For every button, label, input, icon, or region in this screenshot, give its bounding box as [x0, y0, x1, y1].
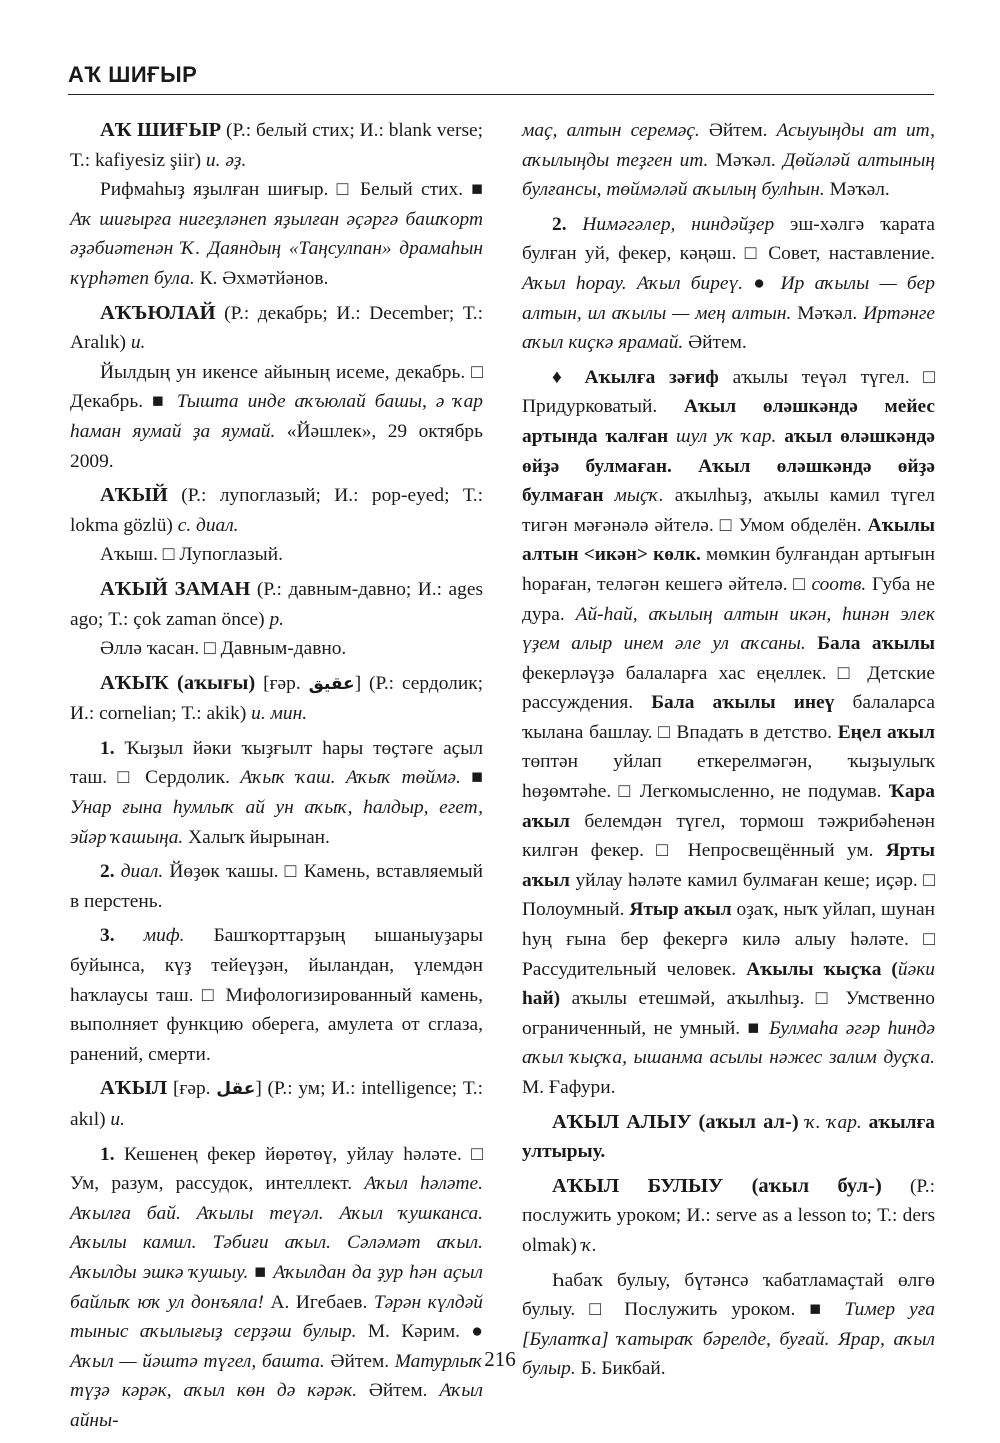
- definition: Рифмаһыҙ яҙылған шиғыр. □ Белый стих. ■: [100, 179, 483, 201]
- phrase: һай): [522, 988, 561, 1010]
- phrases: [522, 363, 935, 1103]
- proverb: Иртәнге аҡыл киҫкә ярамай.: [522, 302, 935, 354]
- arabic-word: عقل: [216, 1079, 256, 1100]
- example: Тышта инде аҡъюлай башы, ә ҡар һаман яумай ҙа яумай.: [70, 391, 483, 442]
- sense-number: 1.: [100, 737, 115, 759]
- sense: [522, 210, 935, 358]
- source: М. Кәрим.: [367, 1321, 460, 1343]
- definition: балаларса ҡылана башлау. □ Впадать в детство.: [522, 692, 935, 743]
- continuation: [522, 116, 935, 205]
- entry-akyl: [70, 1074, 483, 1134]
- translations: (Р.: послужить уроком; И.: serve as a lesson to; Т.: ders olmak): [522, 1175, 935, 1256]
- grammar-label: и.: [110, 1109, 125, 1130]
- phrase: Аҡыл өләшкәндә өйҙә булмаған: [522, 455, 935, 507]
- grammar-label: ҡ.: [581, 1234, 597, 1256]
- definition: эш-хәлгә ҡарата булған уй, фекер, кәңәш. □ Совет, наставление.: [522, 213, 935, 265]
- proverb: маҫ, алтын серемәҫ.: [522, 120, 700, 141]
- grammar-label: диал.: [120, 861, 164, 883]
- headword: АҠЫЙ ЗАМАН: [100, 577, 251, 600]
- grammar-label: с. диал.: [177, 514, 239, 536]
- grammar-label: ҡ. ҡар.: [805, 1111, 862, 1133]
- source: Әйтем.: [330, 1350, 390, 1372]
- proverb: Ир аҡылы — бер алтын, ил аҡылы — мең алтын.: [522, 272, 935, 324]
- headword: АҠЫҠ (аҡығы): [100, 671, 256, 694]
- source: Мәҡәл.: [797, 302, 858, 324]
- phrase: Еңел аҡыл: [837, 721, 935, 743]
- source: Халыҡ йырынан.: [188, 826, 330, 848]
- entry-akyl-alyu: [522, 1108, 935, 1167]
- header-rule: [68, 94, 934, 95]
- definition: Кешенең фекер йөрөтөү, уйлау һәләте. □ Ум, разум, рассудок, интеллект.: [70, 1143, 483, 1195]
- cross-reference: аҡылға ултырыу.: [522, 1111, 936, 1163]
- cross-reference: шул уҡ ҡар.: [676, 425, 777, 447]
- grammar-label: и. әҙ.: [205, 149, 247, 171]
- phrase: Аҡыл өләшкәндә мейес артында ҡалған: [522, 396, 935, 447]
- example: Тимер уға [Булатҡа] ҡатыраҡ бәрелде, буғай. Ярар, аҡыл булыр.: [522, 1299, 935, 1380]
- grammar-label: йәки: [897, 958, 935, 980]
- proverb: Аҡыл — йәштә түгел, башта.: [70, 1350, 325, 1372]
- source: «Йәшлек», 29 октябрь 2009.: [70, 420, 483, 472]
- bullet-marker-icon: ●: [471, 1321, 483, 1343]
- definition: Аҡыш. □ Лупоглазый.: [100, 544, 283, 566]
- diamond-marker-icon: ♦: [552, 366, 571, 388]
- definition: аҡылһыҙ, аҡылы камил түгел тигән мәғәнәлә әйтелә. □ Умом обделён.: [522, 485, 935, 536]
- proverb: Аҡыл айны-: [70, 1380, 483, 1431]
- definition: уйлау һәләте камил булмаған кеше; иҫәр. □ Полоумный.: [522, 869, 936, 921]
- phrase: Ярты аҡыл: [522, 840, 935, 891]
- definition: Башҡорттарҙың ышаныуҙары буйынса, күҙ тейеүҙән, йыландан, үлемдән һаҡлаусы таш. □ Мифологизированный камень, выполняет функцию оберега, амулета от сглаза, ранений, смерти.: [70, 925, 483, 1065]
- source: Мәҡәл.: [829, 179, 890, 201]
- definition: оҙаҡ, ныҡ уйлап, шунан һуң ғына бер фекергә килә алыу һәләте. □ Рассудительный человек.: [522, 899, 935, 980]
- entry-akyl-bulyu: [522, 1172, 935, 1261]
- phrase: аҡыл өләшкәндә өйҙә булмаған.: [522, 425, 935, 477]
- headword: АҠЫЛ: [100, 1077, 168, 1100]
- headword: АҠЫЛ АЛЫУ (аҡыл ал-): [552, 1110, 799, 1133]
- grammar-label: Нимәгәлер, ниндәйҙер: [582, 213, 775, 235]
- headword: АҠЪЮЛАЙ: [100, 301, 216, 324]
- proverb: Матурлыҡ түҙә кәрәк, аҡыл көн дә кәрәк.: [70, 1350, 483, 1402]
- sense-number: 2.: [552, 213, 567, 235]
- example: Аҡыл һорау. Аҡыл биреү.: [522, 272, 744, 294]
- etymology: [ғәр.: [263, 672, 301, 694]
- phrase: Ятыр аҡыл: [629, 899, 732, 921]
- translations: (Р.: декабрь; И.: December; Т.: Aralık): [70, 302, 483, 354]
- entry-akyy-zaman: [70, 575, 483, 664]
- grammar-label: и.: [130, 332, 146, 354]
- phrase: Ҡара аҡыл: [522, 781, 935, 832]
- proverb: Дөйәләй алтының булғансы, төймәләй аҡылың булһын.: [522, 149, 935, 201]
- definition: Ҡыҙыл йәки ҡыҙғылт һары төҫтәге аҫыл таш. □ Сердолик.: [70, 737, 483, 789]
- source: Мәҡәл.: [715, 149, 776, 171]
- entry-akyulay: [70, 299, 483, 477]
- phrase: Аҡылы алтын <икән> көлк.: [522, 514, 935, 566]
- definition: төптән уйлап еткерелмәгән, ҡыҙыулыҡ һөҙөмтәһе. □ Легкомысленно, не подумав.: [522, 751, 935, 803]
- source: Әйтем.: [708, 120, 768, 141]
- translations: ] (Р.: ум; И.: intelligence; Т.: akıl): [70, 1078, 483, 1130]
- example: Унар ғына һумлыҡ ай ун аҡыҡ, һалдыр, егет, эйәр ҡашыңа.: [70, 797, 483, 848]
- headword: АҠ ШИҒЫР: [100, 119, 222, 141]
- example: Аҡыҡ ҡаш. Аҡыҡ төймә.: [240, 767, 461, 789]
- sense: [70, 1140, 483, 1436]
- phrase: Бала аҡылы: [817, 633, 935, 655]
- proverb: Асыуыңды ат ит, аҡылыңды теҙген ит.: [522, 120, 935, 171]
- translations: (Р.: давным-давно; И.: ages ago; Т.: çok zaman önce): [70, 578, 483, 630]
- source: М. Ғафури.: [522, 1077, 616, 1098]
- example: Тәрән күлдәй тыныс аҡылығыҙ серҙәш булыр.: [70, 1291, 483, 1343]
- left-column: [70, 116, 483, 1441]
- definition: Йылдың ун икенсе айының исеме, декабрь. □ Декабрь. ■: [70, 361, 483, 413]
- phrase: Бала аҡылы инеү: [651, 692, 835, 714]
- translations: (Р.: лупоглазый; И.: pop-eyed; Т.: lokma gözlü): [70, 485, 483, 536]
- source: А. Игебаев.: [270, 1291, 368, 1313]
- etymology: [ғәр.: [172, 1078, 211, 1100]
- square-marker-icon: ■: [471, 767, 483, 789]
- example: Ай-һай, аҡылың алтын икән, һинән элек үҙем алыр инем әле ул аҡсаны.: [522, 603, 935, 655]
- sense: [70, 734, 483, 852]
- sense-number: 3.: [100, 925, 115, 947]
- source: К. Әхмәтйәнов.: [199, 267, 329, 289]
- grammar-label: и. мин.: [251, 703, 308, 725]
- headword: АҠЫЙ: [100, 484, 168, 507]
- running-head: АҠ ШИҒЫР: [68, 62, 198, 87]
- sense-number: 2.: [100, 861, 115, 883]
- definition: Әллә ҡасан. □ Давным-давно.: [100, 638, 347, 660]
- sense: [70, 857, 483, 916]
- grammar-label: р.: [269, 608, 284, 630]
- translations: ] (Р.: сердолик; И.: cornelian; Т.: akik): [70, 672, 484, 725]
- grammar-label: соотв.: [811, 573, 867, 595]
- phrase: Аҡылы ҡыҫҡа (: [746, 958, 898, 980]
- definition: фекерләүҙә балаларға хас еңеллек. □ Детские рассуждения.: [522, 662, 935, 714]
- example: Булмаһа әгәр һиндә аҡыл ҡыҫҡа, ышанма асылы нәжес залим дуҫҡа.: [522, 1017, 935, 1069]
- sense: [70, 921, 483, 1069]
- entry-ak-shigyr: [70, 116, 483, 294]
- example: Аҡылдан да ҙур һән аҫыл байлыҡ юҡ ул донъяла!: [70, 1261, 483, 1313]
- entry-akyy: [70, 481, 483, 570]
- definition: аҡылы теүәл түгел. □ Придурковатый.: [522, 366, 936, 418]
- translations: (Р.: белый стих; И.: blank verse; Т.: kafiyesiz şiir): [70, 120, 483, 171]
- grammar-label: мыҫҡ.: [614, 485, 664, 507]
- right-column: [522, 116, 935, 1389]
- definition: белемдән түгел, тормош тәжрибәһенән килгән фекер. □ Непросвещённый ум.: [522, 810, 935, 862]
- entry-akyk: [70, 669, 483, 729]
- sense-number: 1.: [100, 1143, 115, 1165]
- source: Б. Бикбай.: [580, 1358, 666, 1380]
- page-number: 216: [484, 1347, 516, 1371]
- definition: Йөҙөк ҡашы. □ Камень, вставляемый в перстень.: [70, 861, 483, 912]
- bullet-marker-icon: ●: [753, 272, 771, 294]
- definition: мөмкин булғандан артығын һораған, теләгән кешегә әйтелә. □: [522, 544, 935, 595]
- definition: аҡылы етешмәй, аҡылһыҙ. □ Умственно ограниченный, не умный. ■: [522, 988, 935, 1039]
- definition: Губа не дура.: [522, 573, 935, 625]
- phrase: Аҡылға зәғиф: [584, 366, 719, 388]
- definition: Һабаҡ булыу, бүтәнсә ҡабатламаҫтай өлгө булыу. □ Послужить уроком. ■: [522, 1269, 935, 1321]
- square-marker-icon: ■: [254, 1261, 268, 1283]
- arabic-word: عقيق: [308, 673, 355, 694]
- source: Әйтем.: [688, 332, 747, 354]
- headword: АҠЫЛ БУЛЫУ (аҡыл бул-): [552, 1174, 882, 1197]
- grammar-label: миф.: [143, 925, 185, 947]
- source: Әйтем.: [368, 1380, 428, 1402]
- example: Аҡ шиғырға нигеҙләнеп яҙылған әҫәргә башҡорт әҙәбиәтенән Ҡ. Даяндың «Таңсулпан» драмаһын күрһәтеп була.: [70, 208, 483, 289]
- example: Аҡыл һәләте. Аҡылға бай. Аҡылы теүәл. Аҡыл ҡушканса. Аҡылы камил. Тәбиғи аҡыл. Сәләмәт аҡыл. Аҡылды эшкә ҡушыу.: [70, 1173, 483, 1283]
